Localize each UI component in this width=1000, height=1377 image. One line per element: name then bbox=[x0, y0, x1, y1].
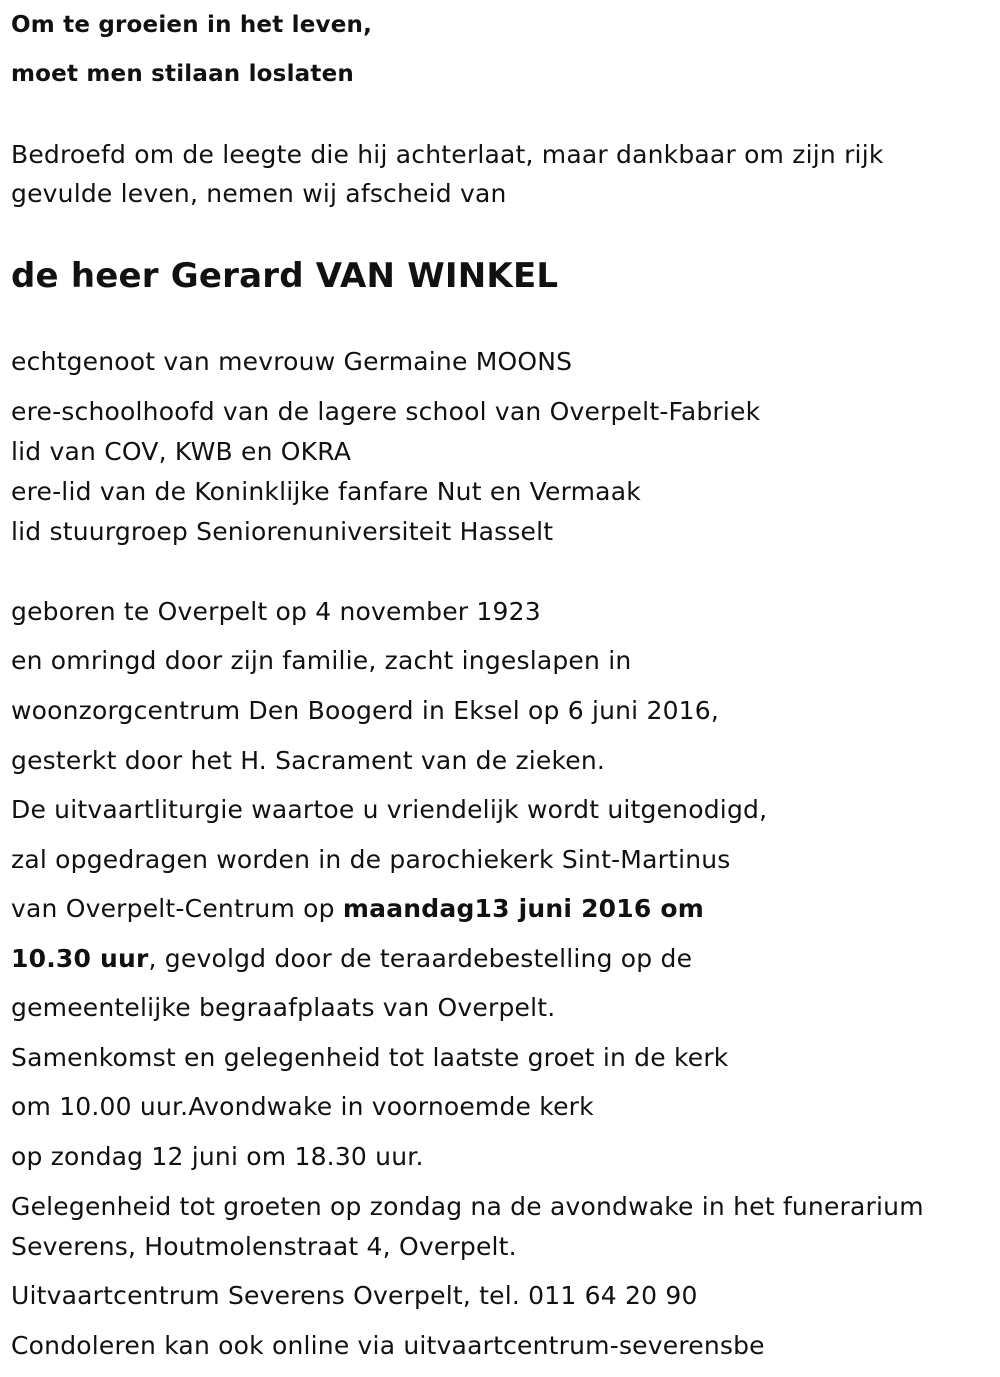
motto-line-1: Om te groeien in het leven, bbox=[11, 12, 373, 38]
role-line: lid van COV, KWB en OKRA bbox=[11, 437, 352, 466]
birth-line: geboren te Overpelt op 4 november 1923 bbox=[11, 597, 541, 626]
role-line: lid stuurgroep Seniorenuniversiteit Hasselt bbox=[11, 517, 554, 546]
liturgy-line-2: zal opgedragen worden in de parochiekerk Sint-Martinus bbox=[11, 845, 731, 874]
liturgy-line-3-text: van Overpelt-Centrum op bbox=[11, 894, 343, 923]
condolences-line: Condoleren kan ook online via uitvaartcentrum-severensbe bbox=[11, 1331, 765, 1360]
service-date: maandag13 juni 2016 om bbox=[342, 894, 704, 923]
intro-line-2: gevulde leven, nemen wij afscheid van bbox=[11, 179, 507, 208]
liturgy-line-1: De uitvaartliturgie waartoe u vriendelijk wordt uitgenodigd, bbox=[11, 795, 768, 824]
gathering-line-2: om 10.00 uur.Avondwake in voornoemde kerk bbox=[11, 1092, 594, 1121]
motto-line-2: moet men stilaan loslaten bbox=[11, 61, 354, 87]
deceased-name: de heer Gerard VAN WINKEL bbox=[11, 256, 559, 296]
liturgy-line-4 bbox=[11, 944, 692, 974]
intro-line-1: Bedroefd om de leegte die hij achterlaat, maar dankbaar om zijn rijk bbox=[11, 140, 884, 169]
liturgy-line-3 bbox=[11, 894, 704, 924]
farewell-line-1: Gelegenheid tot groeten op zondag na de avondwake in het funerarium bbox=[11, 1192, 924, 1221]
service-time: 10.30 uur bbox=[11, 944, 149, 973]
funeral-home-line: Uitvaartcentrum Severens Overpelt, tel. 011 64 20 90 bbox=[11, 1281, 698, 1310]
cemetery-line: gemeentelijke begraafplaats van Overpelt. bbox=[11, 993, 556, 1022]
liturgy-line-4-text: , gevolgd door de teraardebestelling op de bbox=[148, 944, 693, 973]
gathering-line-1: Samenkomst en gelegenheid tot laatste groet in de kerk bbox=[11, 1043, 729, 1072]
role-line: ere-lid van de Koninklijke fanfare Nut en Vermaak bbox=[11, 477, 641, 506]
death-line-1: en omringd door zijn familie, zacht ingeslapen in bbox=[11, 646, 632, 675]
death-line-2: woonzorgcentrum Den Boogerd in Eksel op 6 juni 2016, bbox=[11, 696, 720, 725]
role-line: ere-schoolhoofd van de lagere school van Overpelt-Fabriek bbox=[11, 397, 761, 426]
gathering-line-3: op zondag 12 juni om 18.30 uur. bbox=[11, 1142, 424, 1171]
spouse-line: echtgenoot van mevrouw Germaine MOONS bbox=[11, 347, 573, 376]
farewell-line-2: Severens, Houtmolenstraat 4, Overpelt. bbox=[11, 1232, 517, 1261]
sacrament-line: gesterkt door het H. Sacrament van de zieken. bbox=[11, 746, 606, 775]
